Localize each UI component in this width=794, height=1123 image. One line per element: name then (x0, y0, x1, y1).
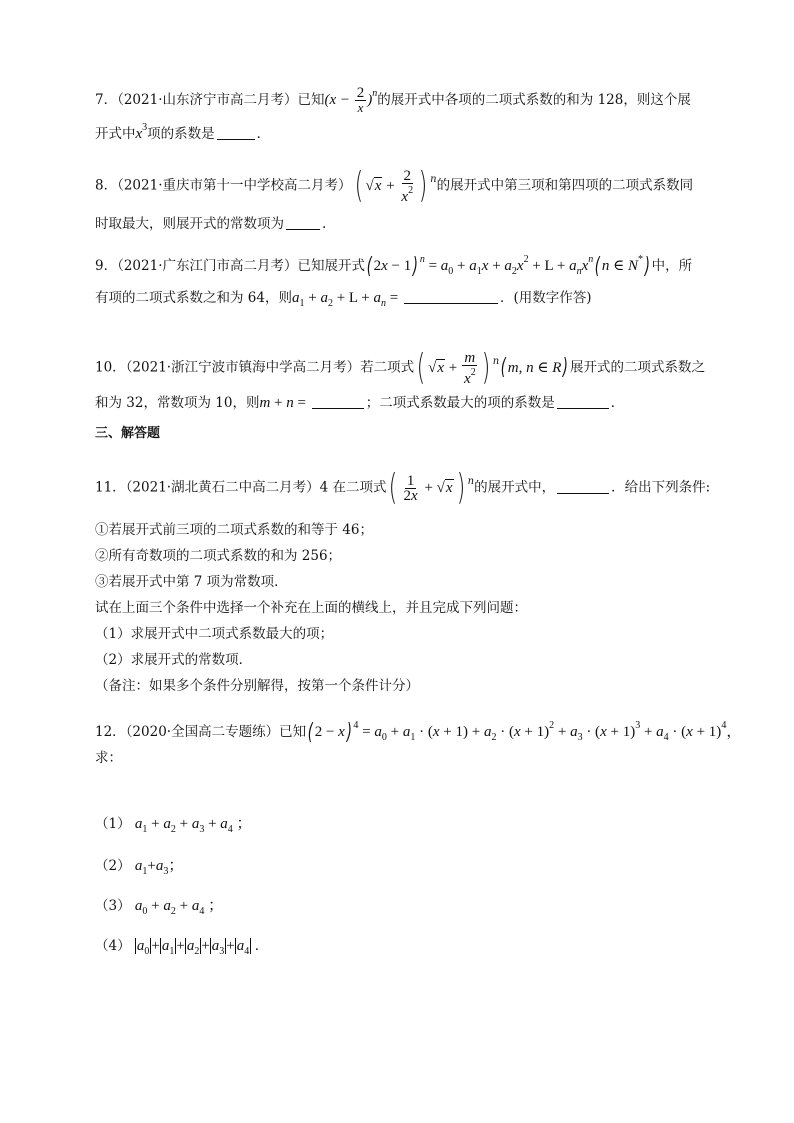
formula-m-plus-n: m + n = (259, 395, 310, 411)
sub-question-4: （4） $a_0 + a_1 + a_2 + a_3 + a_4$ . (95, 938, 259, 957)
answer-blank[interactable] (312, 394, 364, 409)
question-number: 12． (95, 724, 126, 740)
question-12-line-2: 求： (95, 750, 122, 766)
formula-a1-plus-a3: $a_1+a_3$； (134, 858, 184, 877)
question-12-line-1: 12．（2020·全国高二专题练）已知( 2 − x) $^4 = a_0 + a_1 \cdot (x + 1) + a_2 \cdot (x + 1)^2 + a_3 \cdot (x + 1)^3 + a_4 \cdot (x + 1)^4$， (95, 719, 742, 745)
formula-expansion: ( 2 − x) $^4 = a_0 + a_1 \cdot (x + 1) + a_2 \cdot (x + 1)^2 + a_3 \cdot (x + 1)^3 + a_4 \cdot (x + 1)^4$， (307, 719, 742, 745)
condition-3: ③若展开式中第 7 项为常数项． (95, 574, 288, 590)
question-source: （2020·全国高二专题练） (125, 724, 280, 740)
formula-sum-a1-a4: $a_1 + a_2 + a_3 + a_4$ ； (134, 816, 252, 835)
formula-binomial: ( √x + $\frac{m}{x^2}$ ) $^n$( m, n ∈ R) (416, 347, 569, 388)
answer-blank[interactable] (557, 394, 609, 409)
answer-blank[interactable] (286, 215, 320, 230)
formula-expansion: ( 2x − 1) $^n = a_0 + a_1x + a_2x^2 + L + a_nx^n$( n ∈ N*) (366, 253, 650, 279)
question-7-line-2: 开式中$x^3$项的系数是 ． (95, 122, 271, 142)
section-heading: 三、解答题 (95, 426, 161, 441)
question-8-line-2: 时取最大，则展开式的常数项为 . (95, 216, 327, 232)
answer-blank[interactable] (404, 289, 498, 304)
question-source: （2021·广东江门市高二月考） (117, 258, 298, 274)
question-number: 10． (95, 359, 126, 376)
sub-question-1: （1） $a_1 + a_2 + a_3 + a_4$ ； (95, 816, 252, 835)
question-source: （2021·重庆市第十一中学校高二月考） (117, 177, 352, 194)
answer-blank[interactable] (557, 479, 609, 494)
formula-binomial: (x − $\frac{2}{x}$ )$^n$ (324, 85, 378, 116)
answer-blank[interactable] (217, 125, 255, 140)
question-11-line-1: 11．（2021·湖北黄石二中高二月考）4 在二项式( $\frac{1}{2x}$ + √x ) $^n$的展开式中， ．给出下列条件: (95, 467, 711, 508)
formula-binomial: ( √x + $\frac{2}{x^2}$ ) $^n$ (354, 165, 437, 206)
question-source: （2021·浙江宁波市镇海中学高二月考） (125, 359, 361, 376)
sub-question-3: （3） $a_0 + a_2 + a_4$ ； (95, 898, 224, 917)
formula-even-sum: $a_0 + a_2 + a_4$ ； (134, 898, 224, 917)
question-number: 7． (95, 92, 118, 108)
question-9-line-2: 有项的二项式系数之和为 64，则$a_1 + a_2 + L + a_n$ = ．(用数字作答) (95, 290, 592, 309)
sub-question-2: （2） $a_1+a_3$； (95, 858, 184, 877)
question-10-line-1: 10．（2021·浙江宁波市镇海中学高二月考）若二项式( √x + $\frac{m}{x^2}$ ) $^n$( m, n ∈ R) 展开式的二项式系数之 (95, 347, 705, 388)
question-number: 9． (95, 258, 118, 274)
question-8-line-1: 8．（2021·重庆市第十一中学校高二月考）( √x + $\frac{2}{x^2}$ ) $^n$的展开式中第三项和第四项的二项式系数同 (95, 165, 694, 206)
question-number: 11． (95, 479, 126, 496)
formula-coefficient-sum: $a_1 + a_2 + L + a_n$ = (291, 290, 402, 309)
question-source: （2021·湖北黄石二中高二月考） (125, 479, 320, 496)
condition-2: ②所有奇数项的二项式系数的和为 256； (95, 548, 342, 564)
formula-abs-sum: $a_0 + a_1 + a_2 + a_3 + a_4$ . (136, 938, 259, 957)
sub-question-2: （2）求展开式的常数项． (95, 652, 253, 668)
question-10-line-2: 和为 32，常数项为 10，则m + n = ；二项式系数最大的项的系数是 ． (95, 395, 625, 411)
formula-binomial: ( $\frac{1}{2x}$ + √x ) $^n$ (389, 467, 475, 508)
question-source: （2021·山东济宁市高二月考） (117, 92, 298, 108)
note: （备注：如果多个条件分别解得，按第一个条件计分） (95, 678, 419, 694)
condition-1: ①若展开式前三项的二项式系数的和等于 46； (95, 522, 373, 538)
question-number: 8． (95, 177, 118, 194)
question-9-line-1: 9．（2021·广东江门市高二月考）已知展开式( 2x − 1) $^n = a_0 + a_1x + a_2x^2 + L + a_nx^n$( n ∈ N*) 中，所 (95, 253, 693, 279)
sub-question-1: （1）求展开式中二项式系数最大的项； (95, 626, 334, 642)
instruction: 试在上面三个条件中选择一个补充在上面的横线上，并且完成下列问题： (95, 600, 527, 616)
question-7-line-1: 7．（2021·山东济宁市高二月考）已知(x − $\frac{2}{x}$ )$^n$的展开式中各项的二项式系数的和为 128，则这个展 (95, 85, 691, 116)
formula-x-cubed: $x^3$ (135, 122, 148, 142)
